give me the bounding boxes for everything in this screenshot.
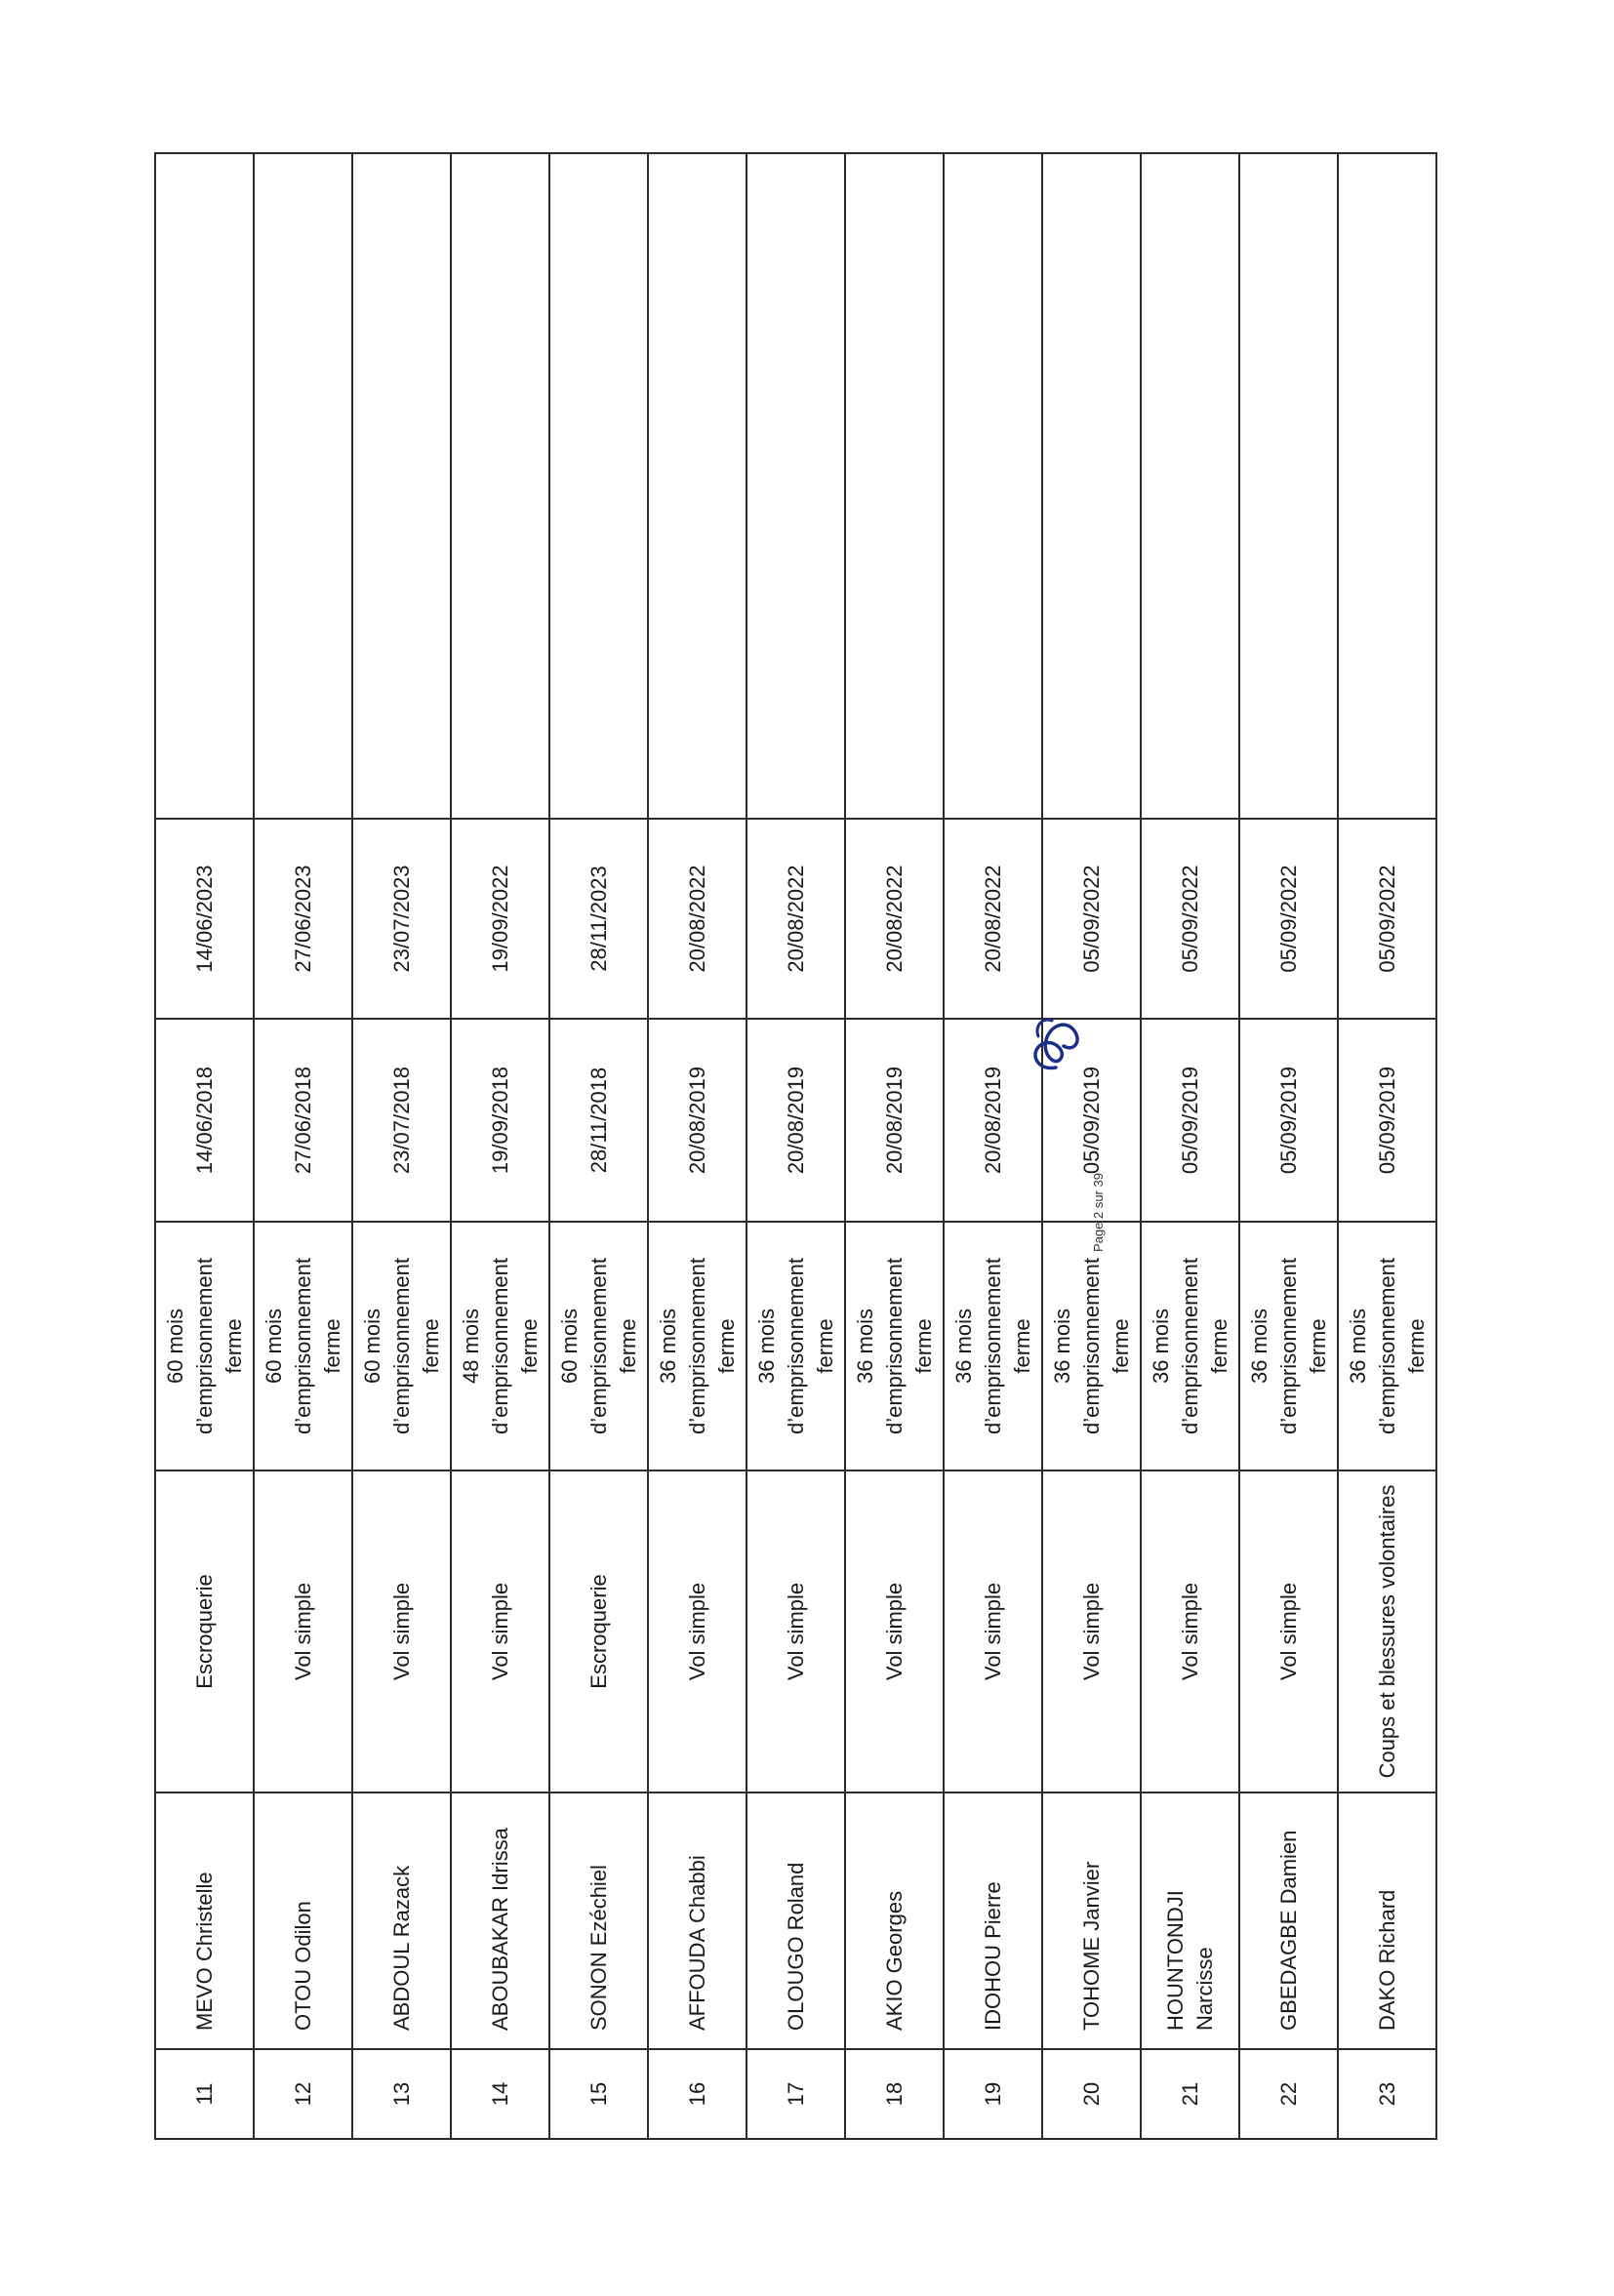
observation — [1141, 153, 1239, 819]
observation — [155, 153, 254, 819]
sentence-line-1: 36 mois d’emprisonnement — [1148, 1258, 1202, 1434]
handwritten-initial-icon — [1017, 1003, 1095, 1081]
offense: Vol simple — [1239, 1470, 1338, 1792]
end-date: 05/09/2022 — [1239, 819, 1338, 1019]
sentence-line-2: ferme — [319, 1318, 344, 1374]
sentence-line-1: 48 mois d’emprisonnement — [458, 1258, 512, 1434]
sentence-line-2: ferme — [418, 1318, 443, 1374]
end-date: 19/09/2022 — [451, 819, 549, 1019]
detainee-name: MEVO Christelle — [155, 1792, 254, 2049]
sentence — [352, 1222, 451, 1470]
detainee-name: AKIO Georges — [845, 1792, 944, 2049]
observation — [451, 153, 549, 819]
detainee-name: ABOUBAKAR Idrissa — [451, 1792, 549, 2049]
table-row — [254, 153, 352, 2139]
sentence — [1239, 1222, 1338, 1470]
end-date: 05/09/2022 — [1141, 819, 1239, 1019]
observation — [944, 153, 1042, 819]
sentence — [944, 1222, 1042, 1470]
offense: Vol simple — [845, 1470, 944, 1792]
detainee-name: OLOUGO Roland — [746, 1792, 845, 2049]
start-date: 05/09/2019 — [1042, 1019, 1141, 1222]
page-number: Page 2 sur 39 — [1091, 1173, 1106, 1252]
sentence — [1141, 1222, 1239, 1470]
detainee-name: SONON Ezéchiel — [549, 1792, 648, 2049]
sentence-line-1: 36 mois d’emprisonnement — [753, 1258, 808, 1434]
offense: Vol simple — [352, 1470, 451, 1792]
row-number: 12 — [254, 2049, 352, 2139]
table-row — [451, 153, 549, 2139]
row-number: 14 — [451, 2049, 549, 2139]
start-date: 23/07/2018 — [352, 1019, 451, 1222]
table-row — [845, 153, 944, 2139]
sentence — [648, 1222, 746, 1470]
offense: Coups et blessures volontaires — [1338, 1470, 1436, 1792]
table-row — [549, 153, 648, 2139]
row-number: 15 — [549, 2049, 648, 2139]
detainee-name: AFFOUDA Chabbi — [648, 1792, 746, 2049]
table-row — [155, 153, 254, 2139]
detainee-name: OTOU Odilon — [254, 1792, 352, 2049]
sentence-line-1: 60 mois d’emprisonnement — [162, 1258, 217, 1434]
sentence-line-1: 36 mois d’emprisonnement — [852, 1258, 907, 1434]
end-date: 20/08/2022 — [944, 819, 1042, 1019]
detainee-name: ABDOUL Razack — [352, 1792, 451, 2049]
detainee-table — [154, 152, 1437, 2140]
table-body — [155, 153, 1436, 2139]
sentence — [1042, 1222, 1141, 1470]
sentence — [451, 1222, 549, 1470]
observation — [1042, 153, 1141, 819]
observation — [1239, 153, 1338, 819]
row-number: 13 — [352, 2049, 451, 2139]
end-date: 20/08/2022 — [845, 819, 944, 1019]
sentence-line-1: 36 mois d’emprisonnement — [1345, 1258, 1399, 1434]
table-row — [352, 153, 451, 2139]
end-date: 28/11/2023 — [549, 819, 648, 1019]
sentence-line-1: 36 mois d’emprisonnement — [1049, 1258, 1104, 1434]
detainee-name: DAKO Richard — [1338, 1792, 1436, 2049]
table-row — [1239, 153, 1338, 2139]
row-number: 18 — [845, 2049, 944, 2139]
start-date: 05/09/2019 — [1239, 1019, 1338, 1222]
row-number: 23 — [1338, 2049, 1436, 2139]
offense: Vol simple — [254, 1470, 352, 1792]
start-date: 19/09/2018 — [451, 1019, 549, 1222]
end-date: 05/09/2022 — [1042, 819, 1141, 1019]
table-row — [648, 153, 746, 2139]
observation — [352, 153, 451, 819]
sentence-line-2: ferme — [1206, 1318, 1231, 1374]
sentence-line-2: ferme — [812, 1318, 837, 1374]
table-row — [1338, 153, 1436, 2139]
offense: Escroquerie — [155, 1470, 254, 1792]
sentence-line-1: 60 mois d’emprisonnement — [556, 1258, 611, 1434]
observation — [648, 153, 746, 819]
row-number: 21 — [1141, 2049, 1239, 2139]
offense: Vol simple — [944, 1470, 1042, 1792]
sentence — [549, 1222, 648, 1470]
start-date: 27/06/2018 — [254, 1019, 352, 1222]
sentence-line-1: 36 mois d’emprisonnement — [950, 1258, 1005, 1434]
table-row — [746, 153, 845, 2139]
sentence-line-2: ferme — [910, 1318, 936, 1374]
sentence — [746, 1222, 845, 1470]
offense: Vol simple — [451, 1470, 549, 1792]
detainee-name: IDOHOU Pierre — [944, 1792, 1042, 2049]
observation — [254, 153, 352, 819]
sentence-line-2: ferme — [1305, 1318, 1330, 1374]
sentence — [254, 1222, 352, 1470]
sentence — [155, 1222, 254, 1470]
detainee-name: TOHOME Janvier — [1042, 1792, 1141, 2049]
end-date: 23/07/2023 — [352, 819, 451, 1019]
sentence — [845, 1222, 944, 1470]
offense: Vol simple — [648, 1470, 746, 1792]
table-row — [1141, 153, 1239, 2139]
end-date: 05/09/2022 — [1338, 819, 1436, 1019]
sentence-line-2: ferme — [1108, 1318, 1133, 1374]
start-date: 05/09/2019 — [1338, 1019, 1436, 1222]
sentence-line-2: ferme — [221, 1318, 246, 1374]
row-number: 11 — [155, 2049, 254, 2139]
sentence — [1338, 1222, 1436, 1470]
end-date: 20/08/2022 — [648, 819, 746, 1019]
sentence-line-2: ferme — [615, 1318, 640, 1374]
sentence-line-2: ferme — [713, 1318, 739, 1374]
offense: Vol simple — [1042, 1470, 1141, 1792]
row-number: 20 — [1042, 2049, 1141, 2139]
offense: Vol simple — [1141, 1470, 1239, 1792]
detainee-name: HOUNTONDJI Narcisse — [1141, 1792, 1239, 2049]
sentence-line-1: 36 mois d’emprisonnement — [655, 1258, 709, 1434]
start-date: 20/08/2019 — [746, 1019, 845, 1222]
start-date: 28/11/2018 — [549, 1019, 648, 1222]
sentence-line-1: 60 mois d’emprisonnement — [359, 1258, 414, 1434]
start-date: 05/09/2019 — [1141, 1019, 1239, 1222]
row-number: 17 — [746, 2049, 845, 2139]
observation — [746, 153, 845, 819]
detainee-name: GBEDAGBE Damien — [1239, 1792, 1338, 2049]
sentence-line-2: ferme — [1403, 1318, 1429, 1374]
row-number: 22 — [1239, 2049, 1338, 2139]
observation — [1338, 153, 1436, 819]
start-date: 20/08/2019 — [944, 1019, 1042, 1222]
row-number: 16 — [648, 2049, 746, 2139]
sentence-line-1: 60 mois d’emprisonnement — [261, 1258, 315, 1434]
sentence-line-2: ferme — [1009, 1318, 1034, 1374]
observation — [845, 153, 944, 819]
end-date: 27/06/2023 — [254, 819, 352, 1019]
sentence-line-2: ferme — [516, 1318, 542, 1374]
sentence-line-1: 36 mois d’emprisonnement — [1246, 1258, 1301, 1434]
start-date: 20/08/2019 — [648, 1019, 746, 1222]
observation — [549, 153, 648, 819]
end-date: 20/08/2022 — [746, 819, 845, 1019]
start-date: 20/08/2019 — [845, 1019, 944, 1222]
row-number: 19 — [944, 2049, 1042, 2139]
offense: Escroquerie — [549, 1470, 648, 1792]
end-date: 14/06/2023 — [155, 819, 254, 1019]
offense: Vol simple — [746, 1470, 845, 1792]
start-date: 14/06/2018 — [155, 1019, 254, 1222]
table-row — [1042, 153, 1141, 2139]
table-row — [944, 153, 1042, 2139]
